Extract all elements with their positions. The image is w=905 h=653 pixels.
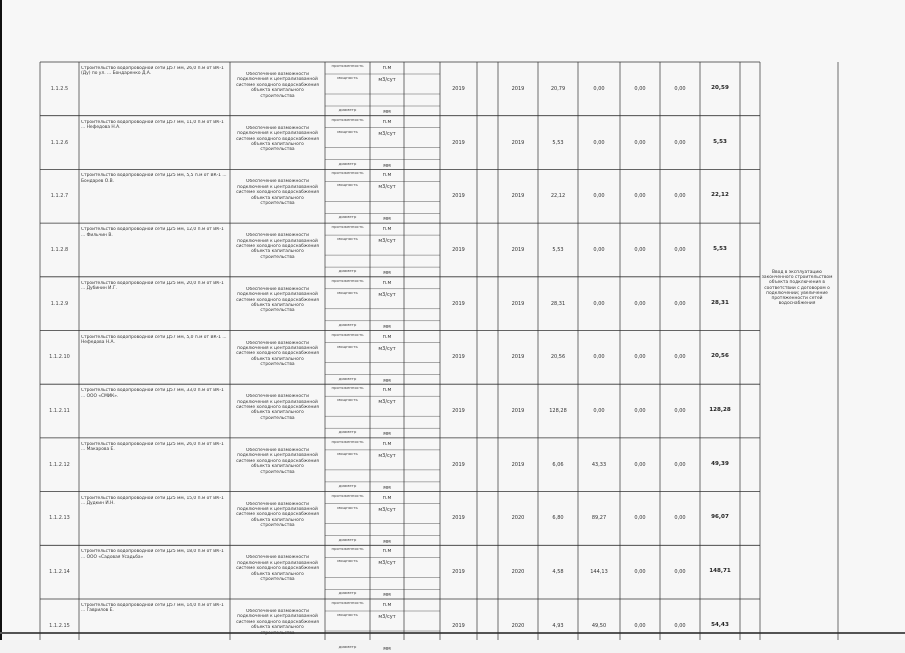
start-year: 2019: [452, 85, 465, 92]
param-label: мощность: [337, 559, 358, 564]
param-label: протяженность: [331, 278, 364, 283]
end-year: 2020: [511, 515, 525, 522]
row-id: 1.1.2.11: [49, 408, 70, 415]
param-label: мощность: [337, 237, 358, 242]
end-year: 2019: [511, 193, 525, 200]
row-description: Строительство водопроводной сети Д57 мм, 33,0 п.м от ВК-1 ... ООО «СМИК».: [81, 388, 224, 399]
financing-value: 5,53: [552, 139, 564, 146]
param-unit: м3/сут: [378, 77, 396, 83]
row-description: Строительство водопроводной сети Д57 мм, 11,0 п.м от ВК-1 ... Нефедова Н.А.: [81, 119, 224, 131]
row-id: 1.1.2.6: [50, 139, 69, 146]
row-id: 1.1.2.14: [49, 569, 70, 576]
row-purpose: Обеспечение возможности подключения к централизованной системе холодного водоснабжения объекта капитального строительства: [236, 609, 319, 636]
param-label: протяженность: [331, 601, 364, 605]
param-unit: мм: [383, 377, 391, 384]
row-purpose: Обеспечение возможности подключения к централизованной системе холодного водоснабжения объекта капитального строительства: [236, 286, 319, 314]
financing-value: 0,00: [634, 515, 646, 522]
param-unit: мм: [383, 538, 391, 545]
financing-value: 0,00: [674, 515, 686, 522]
row-description: Строительство водопроводной сети Д25 мм, 26,0 п.м от ВК-1 ... Макарова Е.: [81, 441, 224, 453]
row-id: 1.1.2.7: [50, 193, 69, 200]
end-year: 2020: [511, 569, 525, 576]
param-unit: мм: [383, 270, 391, 277]
side-note: Ввод в эксплуатацию законченного строительством объекта подключения в соответствии с договором о подключении; увеличение протяженности сетей водоснабжения: [761, 270, 833, 307]
financing-value: 0,00: [674, 300, 686, 307]
param-unit: п.м: [382, 279, 392, 286]
financing-value: 0,00: [634, 354, 646, 361]
param-label: мощность: [337, 183, 358, 188]
start-year: 2019: [452, 622, 465, 629]
financing-value: 0,00: [674, 193, 686, 200]
param-label: протяженность: [331, 439, 364, 444]
param-unit: м3/сут: [378, 560, 396, 567]
param-unit: мм: [383, 162, 391, 169]
param-label: диаметр: [338, 215, 357, 220]
param-label: диаметр: [338, 322, 357, 327]
param-unit: п.м: [382, 387, 392, 394]
row-purpose: Обеспечение возможности подключения к централизованной системе холодного водоснабжения объекта капитального строительства: [236, 555, 319, 582]
financing-value: 0,00: [674, 85, 686, 92]
param-unit: п.м: [382, 65, 392, 71]
financing-value: 4,93: [552, 622, 564, 629]
param-unit: м3/сут: [378, 506, 396, 513]
row-description: Строительство водопроводной сети Д25 мм, 20,0 п.м от ВК-1 ... Дубинин И.Г.: [81, 280, 224, 292]
param-unit: мм: [383, 216, 391, 223]
row-total: 20,59: [711, 84, 729, 91]
row-purpose: Обеспечение возможности подключения к централизованной системе холодного водоснабжения объекта капитального строительства: [236, 179, 319, 207]
row-id: 1.1.2.10: [49, 354, 70, 361]
param-unit: м3/сут: [378, 614, 396, 620]
param-unit: м3/сут: [378, 184, 396, 191]
financing-value: 5,53: [552, 246, 564, 253]
row-total: 5,53: [713, 138, 727, 145]
financing-value: 0,00: [593, 300, 605, 307]
row-purpose: Обеспечение возможности подключения к централизованной системе холодного водоснабжения объекта капитального строительства: [236, 340, 319, 368]
row-description: Строительство водопроводной сети Д25 мм, 12,0 п.м от ВК-1 ... Фильчин В.: [81, 227, 224, 238]
param-unit: мм: [383, 646, 391, 652]
financing-value: 28,31: [550, 300, 566, 307]
row-id: 1.1.2.5: [50, 85, 69, 92]
param-label: диаметр: [338, 537, 357, 542]
end-year: 2019: [511, 300, 525, 307]
row-id: 1.1.2.12: [49, 461, 70, 468]
row-total: 5,53: [713, 245, 727, 252]
param-label: протяженность: [331, 117, 364, 122]
end-year: 2019: [511, 85, 525, 92]
row-total: 148,71: [709, 568, 731, 575]
financing-value: 43,33: [591, 461, 607, 468]
row-description: Строительство водопроводной сети Д57 мм, 26,0 п.м от ВК-1 (Ду) по ул. ... Бондаренко Д.А.: [81, 66, 224, 77]
financing-value: 0,00: [674, 461, 686, 468]
financing-value: 0,00: [593, 193, 605, 200]
financing-value: 0,00: [674, 622, 686, 629]
start-year: 2019: [452, 193, 465, 200]
financing-value: 0,00: [634, 300, 646, 307]
param-label: диаметр: [338, 645, 357, 649]
param-label: мощность: [337, 290, 358, 295]
start-year: 2019: [452, 354, 465, 361]
param-label: протяженность: [331, 386, 364, 391]
param-unit: п.м: [382, 172, 392, 179]
param-label: мощность: [337, 129, 358, 134]
param-label: протяженность: [331, 225, 364, 230]
financing-value: 0,00: [674, 408, 686, 415]
financing-value: 0,00: [674, 569, 686, 576]
end-year: 2019: [511, 354, 525, 361]
param-label: диаметр: [338, 430, 357, 435]
row-description: Строительство водопроводной сети Д25 мм, 5,5 п.м от ВК-1 ... Бондарев О.В.: [81, 173, 227, 184]
start-year: 2019: [452, 246, 465, 253]
param-label: протяженность: [331, 493, 364, 498]
financing-value: 0,00: [634, 193, 646, 200]
financing-value: 0,00: [634, 85, 646, 92]
row-total: 96,07: [711, 514, 729, 521]
financing-value: 0,00: [593, 246, 605, 253]
end-year: 2020: [511, 622, 525, 629]
financing-value: 49,50: [591, 622, 607, 629]
row-total: 49,39: [711, 460, 729, 467]
row-description: Строительство водопроводной сети Д25 мм, 18,0 п.м от ВК-1 ... ООО «Садовая Усадьба»: [81, 549, 224, 560]
row-id: 1.1.2.8: [50, 246, 69, 253]
param-unit: мм: [383, 484, 391, 491]
financing-value: 0,00: [634, 569, 646, 576]
param-label: протяженность: [331, 171, 364, 176]
financing-value: 4,58: [552, 569, 564, 576]
param-unit: м3/сут: [378, 345, 396, 352]
start-year: 2019: [452, 461, 465, 468]
param-unit: п.м: [382, 440, 392, 447]
financing-value: 6,06: [552, 461, 564, 468]
param-label: мощность: [337, 76, 358, 80]
financing-value: 0,00: [674, 246, 686, 253]
param-unit: мм: [383, 323, 391, 330]
row-description: Строительство водопроводной сети Д25 мм, 15,0 п.м от ВК-1 ... Дудкин И.Н.: [81, 495, 224, 506]
param-unit: п.м: [382, 602, 392, 608]
param-label: мощность: [337, 505, 358, 510]
param-unit: мм: [383, 592, 391, 599]
financing-value: 0,00: [674, 354, 686, 361]
start-year: 2019: [452, 569, 465, 576]
param-unit: п.м: [382, 226, 392, 233]
param-unit: м3/сут: [378, 452, 396, 459]
financing-value: 89,27: [591, 515, 607, 522]
row-description: Строительство водопроводной сети Д57 мм, 14,0 п.м от ВК-1 ... Гаврилов Е.: [81, 603, 224, 614]
financing-value: 0,00: [634, 139, 646, 146]
financing-value: 144,13: [590, 569, 608, 576]
end-year: 2019: [511, 461, 525, 468]
row-purpose: Обеспечение возможности подключения к централизованной системе холодного водоснабжения объекта капитального строительства: [236, 394, 319, 421]
row-total: 22,12: [711, 192, 729, 199]
param-unit: мм: [383, 431, 391, 438]
param-unit: м3/сут: [378, 399, 396, 406]
financing-value: 0,00: [593, 408, 605, 415]
financing-value: 0,00: [634, 622, 646, 629]
param-label: диаметр: [338, 161, 357, 166]
row-purpose: Обеспечение возможности подключения к централизованной системе холодного водоснабжения объекта капитального строительства: [236, 501, 319, 529]
param-unit: п.м: [382, 333, 392, 340]
param-unit: п.м: [382, 118, 392, 125]
financing-value: 0,00: [593, 139, 605, 146]
financing-value: 0,00: [593, 85, 605, 92]
row-id: 1.1.2.9: [50, 300, 69, 307]
financing-value: 0,00: [593, 354, 605, 361]
financing-value: 22,12: [550, 193, 566, 200]
financing-value: 20,79: [550, 85, 566, 92]
param-unit: м3/сут: [378, 130, 396, 137]
financing-value: 0,00: [674, 139, 686, 146]
financing-value: 20,56: [550, 354, 566, 361]
param-label: диаметр: [338, 483, 357, 488]
param-label: диаметр: [338, 269, 357, 274]
param-unit: м3/сут: [378, 291, 396, 298]
row-total: 28,31: [711, 299, 729, 306]
param-unit: п.м: [382, 494, 392, 501]
param-label: диаметр: [338, 376, 357, 381]
row-purpose: Обеспечение возможности подключения к централизованной системе холодного водоснабжения объекта капитального строительства: [236, 447, 319, 475]
param-label: мощность: [337, 344, 358, 349]
row-purpose: Обеспечение возможности подключения к централизованной системе холодного водоснабжения объекта капитального строительства: [236, 233, 319, 260]
financing-value: 128,28: [549, 408, 567, 415]
row-purpose: Обеспечение возможности подключения к централизованной системе холодного водоснабжения объекта капитального строительства: [236, 125, 319, 153]
row-total: 20,56: [711, 353, 729, 360]
param-label: мощность: [337, 451, 358, 456]
param-unit: п.м: [382, 548, 392, 555]
row-total: 128,28: [709, 407, 731, 414]
end-year: 2019: [511, 408, 525, 415]
financing-value: 0,00: [634, 246, 646, 253]
param-label: протяженность: [331, 64, 364, 68]
financing-value: 0,00: [634, 408, 646, 415]
financing-value: 0,00: [634, 461, 646, 468]
row-total: 54,43: [711, 621, 729, 628]
param-unit: мм: [383, 109, 391, 115]
param-label: мощность: [337, 398, 358, 403]
param-label: протяженность: [331, 332, 364, 337]
end-year: 2019: [511, 246, 525, 253]
start-year: 2019: [452, 408, 465, 415]
row-id: 1.1.2.15: [49, 622, 70, 629]
start-year: 2019: [452, 515, 465, 522]
param-label: диаметр: [338, 108, 357, 112]
end-year: 2019: [511, 139, 525, 146]
start-year: 2019: [452, 139, 465, 146]
financing-value: 6,80: [552, 515, 564, 522]
row-description: Строительство водопроводной сети Д57 мм, 5,0 п.м от ВК-1 ... Нефедова Н.А.: [81, 334, 227, 345]
param-label: протяженность: [331, 547, 364, 552]
param-label: мощность: [337, 613, 358, 617]
row-purpose: Обеспечение возможности подключения к централизованной системе холодного водоснабжения объекта капитального строительства: [236, 72, 319, 99]
row-id: 1.1.2.13: [49, 515, 70, 522]
param-label: диаметр: [338, 591, 357, 596]
param-unit: м3/сут: [378, 238, 396, 245]
start-year: 2019: [452, 300, 465, 307]
